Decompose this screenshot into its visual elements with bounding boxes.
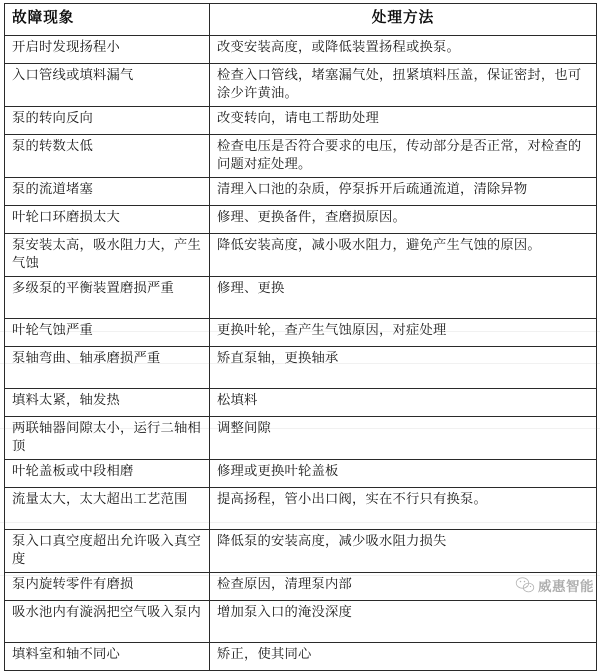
- symptom-text: 两联轴器间隙太小，运行二轴相顶: [12, 421, 201, 454]
- cell-remedy: [210, 277, 597, 319]
- table-row: [5, 234, 597, 277]
- remedy-text: 矫正，使其同心: [217, 647, 312, 663]
- symptom-text: 多级泵的平衡装置磨损严重: [12, 281, 174, 297]
- cell-symptom: [5, 530, 210, 573]
- table-body: [5, 36, 597, 671]
- remedy-text: 检查入口管线，堵塞漏气处，扭紧填料压盖，保证密封，也可涂少许黄油。: [217, 68, 582, 101]
- symptom-text: 泵的流道堵塞: [12, 182, 93, 198]
- cell-remedy: [210, 488, 597, 530]
- table-row: [5, 277, 597, 319]
- table-row: [5, 135, 597, 178]
- table-row: [5, 36, 597, 64]
- symptom-text: 吸水池内有漩涡把空气吸入泵内: [12, 605, 201, 621]
- table-row: [5, 601, 597, 643]
- remedy-text: 降低泵的安装高度，减少吸水阻力损失: [217, 534, 447, 550]
- cell-symptom: [5, 107, 210, 135]
- remedy-text: 清理入口池的杂质，停泵拆开后疏通流道，清除异物: [217, 182, 528, 198]
- cell-remedy: [210, 417, 597, 460]
- watermark-label: 威惠智能: [538, 579, 594, 595]
- table-header: [5, 4, 597, 36]
- table-row: [5, 573, 597, 601]
- symptom-text: 填料太紧，轴发热: [12, 393, 120, 409]
- symptom-text: 泵的转数太低: [12, 139, 93, 155]
- cell-symptom: [5, 601, 210, 643]
- remedy-text: 增加泵入口的淹没深度: [217, 605, 352, 621]
- cell-symptom: [5, 417, 210, 460]
- cell-symptom: [5, 389, 210, 417]
- table-row: [5, 389, 597, 417]
- remedy-text: 检查原因，清理泵内部: [217, 577, 352, 593]
- remedy-text: 修理或更换叶轮盖板: [217, 464, 339, 480]
- cell-symptom: [5, 643, 210, 671]
- symptom-text: 泵轴弯曲、轴承磨损严重: [12, 351, 161, 367]
- symptom-text: 泵内旋转零件有磨损: [12, 577, 134, 593]
- cell-symptom: [5, 277, 210, 319]
- remedy-text: 调整间隙: [217, 421, 271, 437]
- cell-symptom: [5, 488, 210, 530]
- remedy-text: 修理、更换备件，查磨损原因。: [217, 210, 406, 226]
- table-row: [5, 460, 597, 488]
- table-row: [5, 107, 597, 135]
- cell-symptom: [5, 178, 210, 206]
- cell-symptom: [5, 64, 210, 107]
- remedy-text: 检查电压是否符合要求的电压，传动部分是否正常，对检查的问题对症处理。: [217, 139, 582, 172]
- cell-symptom: [5, 573, 210, 601]
- cell-remedy: [210, 135, 597, 178]
- cell-remedy: [210, 601, 597, 643]
- table-row: [5, 643, 597, 671]
- cell-remedy: [210, 460, 597, 488]
- cell-symptom: [5, 206, 210, 234]
- symptom-text: 叶轮气蚀严重: [12, 323, 93, 339]
- cell-remedy: [210, 234, 597, 277]
- cell-remedy: [210, 206, 597, 234]
- cell-remedy: [210, 107, 597, 135]
- symptom-text: 开启时发现扬程小: [12, 40, 120, 55]
- table-row: [5, 488, 597, 530]
- cell-remedy: [210, 389, 597, 417]
- symptom-text: 填料室和轴不同心: [12, 647, 120, 663]
- remedy-text: 改变安装高度，或降低装置扬程或换泵。: [217, 40, 460, 55]
- cell-remedy: [210, 643, 597, 671]
- remedy-text: 矫直泵轴，更换轴承: [217, 351, 339, 367]
- symptom-text: 流量太大，太大超出工艺范围: [12, 492, 188, 508]
- symptom-text: 叶轮盖板或中段相磨: [12, 464, 134, 480]
- cell-remedy: [210, 319, 597, 347]
- table-header-row: [5, 4, 597, 36]
- cell-remedy: [210, 573, 597, 601]
- remedy-text: 修理、更换: [217, 281, 285, 297]
- cell-remedy: [210, 530, 597, 573]
- remedy-text: 提高扬程，管小出口阀，实在不行只有换泵。: [217, 492, 487, 508]
- cell-remedy: [210, 178, 597, 206]
- symptom-text: 泵的转向反向: [12, 111, 93, 127]
- table-row: [5, 64, 597, 107]
- cell-remedy: [210, 36, 597, 64]
- table-row: [5, 417, 597, 460]
- fault-remedy-table: [4, 3, 597, 671]
- cell-remedy: [210, 347, 597, 389]
- table-row: [5, 206, 597, 234]
- cell-symptom: [5, 319, 210, 347]
- cell-symptom: [5, 234, 210, 277]
- column-header-remedy: 处理方法: [210, 4, 597, 36]
- cell-symptom: [5, 460, 210, 488]
- table-row: [5, 530, 597, 573]
- table-row: [5, 178, 597, 206]
- column-header-symptom: 故障现象: [5, 4, 210, 36]
- remedy-text: 改变转向，请电工帮助处理: [217, 111, 379, 127]
- remedy-text: 降低安装高度，减小吸水阻力，避免产生气蚀的原因。: [217, 238, 541, 254]
- symptom-text: 入口管线或填料漏气: [12, 68, 134, 83]
- table-row: [5, 347, 597, 389]
- symptom-text: 泵安装太高，吸水阻力大，产生气蚀: [12, 238, 201, 271]
- cell-symptom: [5, 135, 210, 178]
- cell-symptom: [5, 347, 210, 389]
- cell-symptom: [5, 36, 210, 64]
- cell-remedy: [210, 64, 597, 107]
- symptom-text: 叶轮口环磨损太大: [12, 210, 120, 226]
- symptom-text: 泵入口真空度超出允许吸入真空度: [12, 534, 201, 567]
- remedy-text: 更换叶轮，查产生气蚀原因，对症处理: [217, 323, 447, 339]
- remedy-text: 松填料: [217, 393, 258, 409]
- table-row: [5, 319, 597, 347]
